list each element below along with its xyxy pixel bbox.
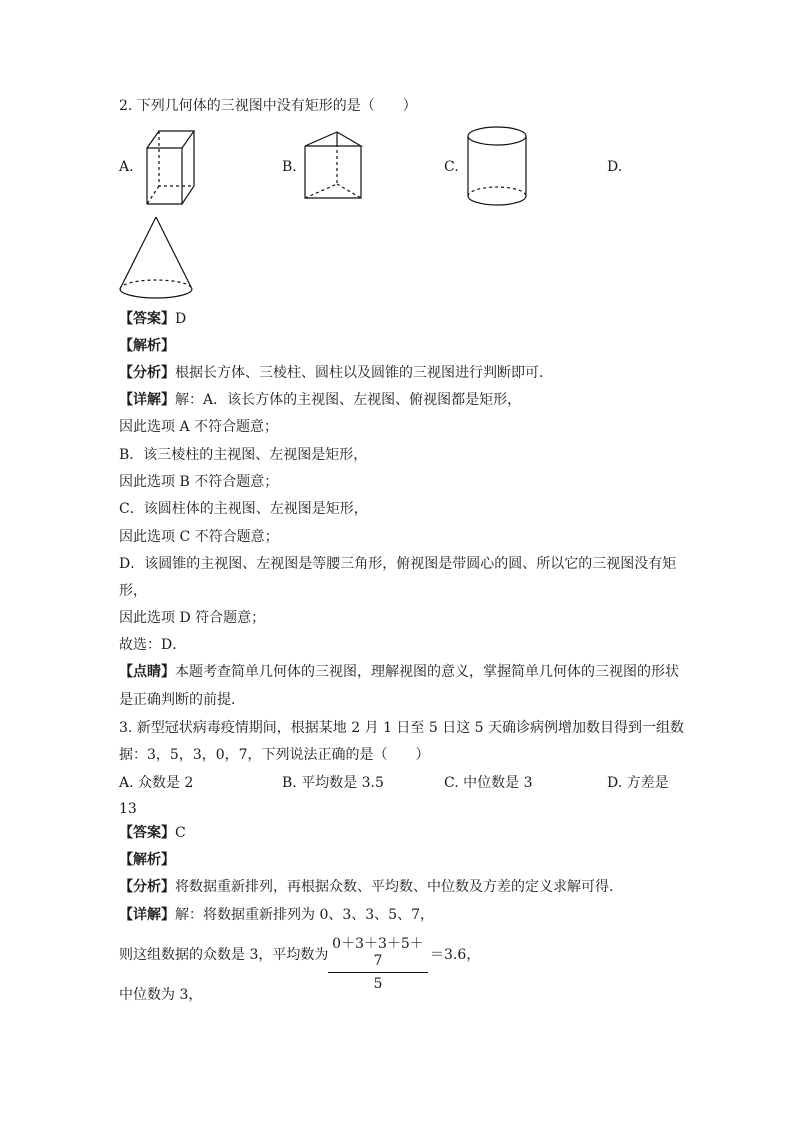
q3-answer-tag: 【答案】 [119, 825, 175, 841]
q3-option-c: C. 中位数是 3 [444, 775, 533, 791]
q3-fenxi-line [119, 877, 623, 897]
q2-detail-line-2: 因此选项 A 不符合题意； [119, 419, 279, 435]
q2-option-a-label: A. [119, 159, 134, 175]
cylinder-icon [466, 125, 530, 209]
q3-detail-text-1: 解：将数据重新排列为 0、3、3、5、7， [175, 907, 434, 923]
q3-answer-value: C [175, 825, 186, 841]
q2-comment-text-1: 本题考查简单几何体的三视图，理解视图的意义，掌握简单几何体的三视图的形状 [175, 664, 679, 680]
fraction-denominator: 5 [373, 976, 383, 992]
q2-fenxi-line [119, 363, 553, 383]
q2-comment-line-1 [119, 662, 679, 682]
q2-detail-line-6: 因此选项 C 不符合题意； [119, 529, 279, 545]
q2-detail-line-7: D．该圆锥的主视图、左视图是等腰三角形，俯视图是带圆心的圆、所以它的三视图没有矩 [119, 556, 677, 572]
q3-analysis-tag: 【解析】 [119, 852, 175, 868]
q3-median-line: 中位数为 3， [119, 987, 203, 1003]
q2-fenxi-text: 根据长方体、三棱柱、圆柱以及圆锥的三视图进行判断即可． [175, 365, 553, 381]
triangular-prism-icon [303, 130, 365, 200]
q2-answer-value: D [175, 311, 187, 327]
q2-analysis-tag: 【解析】 [119, 338, 175, 354]
q3-answer-line [119, 823, 186, 843]
q3-detail-line-1 [119, 905, 434, 925]
q3-stem-line-2: 据：3，5，3，0，7，下列说法正确的是（ ） [119, 747, 430, 763]
q3-fenxi-tag: 【分析】 [119, 879, 175, 895]
q2-answer-tag: 【答案】 [119, 311, 175, 327]
q3-mean-result: ＝3.6， [430, 947, 481, 963]
q2-detail-line-9: 因此选项 D 符合题意； [119, 610, 266, 626]
q3-option-a: A. 众数是 2 [119, 775, 194, 791]
cuboid-icon [145, 128, 197, 206]
q3-stem-line-1: 3. 新型冠状病毒疫情期间，根据某地 2 月 1 日至 5 日这 5 天确诊病例增加数目得到一组数 [119, 720, 685, 736]
q3-detail-tag: 【详解】 [119, 907, 175, 923]
q3-option-b: B. 平均数是 3.5 [282, 775, 384, 791]
q2-detail-line-3: B．该三棱柱的主视图、左视图是矩形， [119, 447, 368, 463]
q2-detail-line-8: 形， [119, 583, 147, 599]
q3-mean-fraction [328, 933, 428, 992]
q2-comment-tag: 【点睛】 [119, 664, 175, 680]
q2-option-d-label: D. [607, 159, 623, 175]
q3-option-d-wrap: 13 [119, 801, 137, 817]
q2-option-c-label: C. [444, 159, 459, 175]
q2-detail-line-10: 故选：D． [119, 637, 187, 653]
q2-detail-line-4: 因此选项 B 不符合题意； [119, 474, 279, 490]
q3-mean-prefix: 则这组数据的众数是 3，平均数为 [119, 947, 329, 963]
fraction-numerator: 0＋3＋3＋5＋7 [332, 936, 424, 969]
cone-icon [118, 215, 198, 301]
q2-fenxi-tag: 【分析】 [119, 365, 175, 381]
q2-detail-line-1 [119, 390, 521, 410]
fraction-bar [328, 972, 428, 973]
q2-option-b-label: B. [282, 159, 297, 175]
q2-detail-line-5: C．该圆柱体的主视图、左视图是矩形， [119, 501, 368, 517]
q2-detail-text-1: 解：A．该长方体的主视图、左视图、俯视图都是矩形， [175, 392, 522, 408]
q3-fenxi-text: 将数据重新排列，再根据众数、平均数、中位数及方差的定义求解可得． [175, 879, 623, 895]
q2-comment-line-2: 是正确判断的前提． [119, 692, 245, 708]
q2-answer-line [119, 309, 186, 329]
q2-detail-tag: 【详解】 [119, 392, 175, 408]
q3-option-d: D. 方差是 [607, 775, 669, 791]
q2-stem: 2. 下列几何体的三视图中没有矩形的是（ ） [119, 98, 417, 114]
